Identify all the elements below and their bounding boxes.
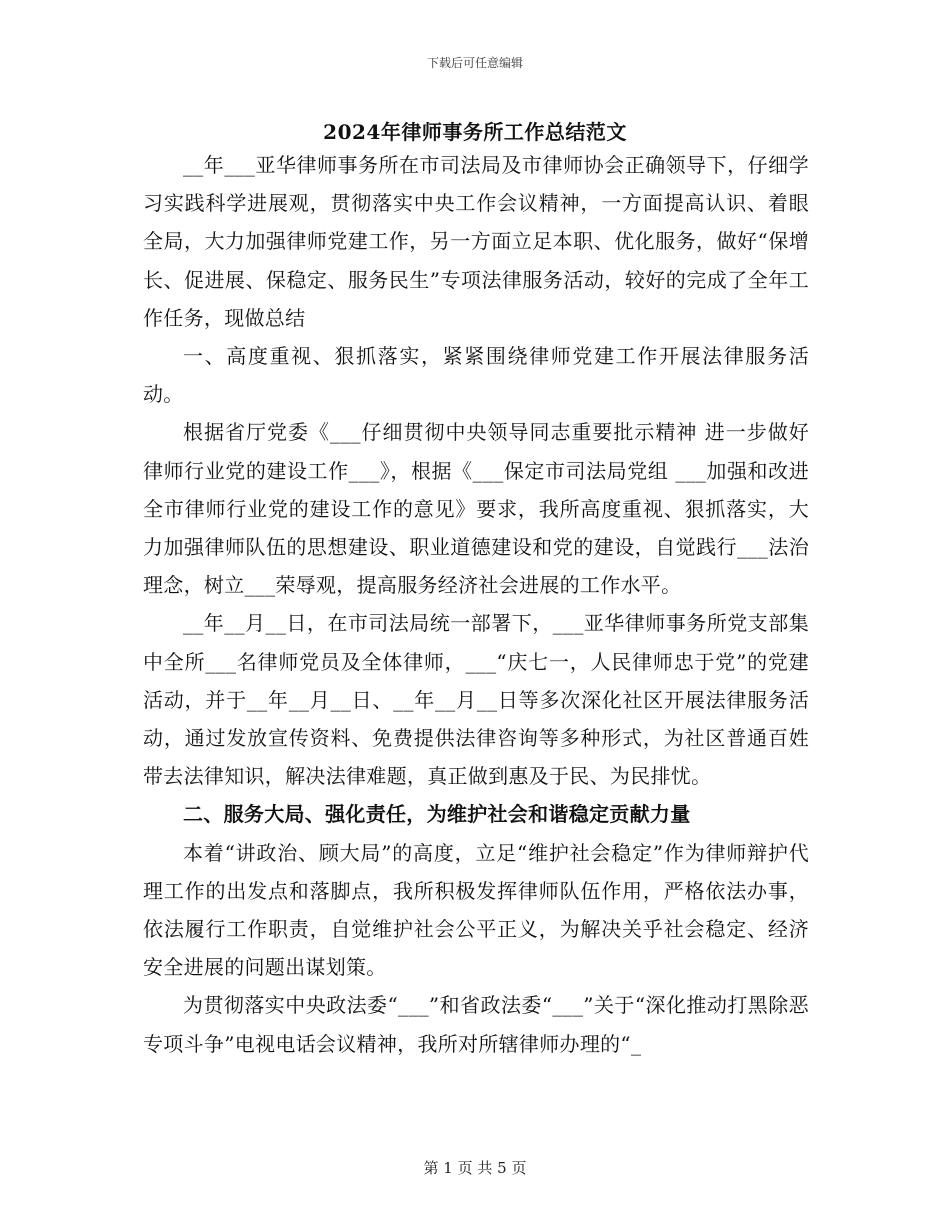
paragraph-stability: 本着“讲政治、顾大局”的高度，立足“维护社会稳定”作为律师辩护代理工作的出发点和落脚点，我所积极发挥律师队伍作用，严格依法办事，依法履行工作职责，自觉维护社会公平正义，为解决关乎社会稳定、经济安全进展的问题出谋划策。 [143, 840, 809, 980]
document-body [143, 146, 809, 1063]
paragraph-intro: __年___亚华律师事务所在市司法局及市律师协会正确领导下，仔细学习实践科学进展观，贯彻落实中央工作会议精神，一方面提高认识、着眼全局，大力加强律师党建工作，另一方面立足本职、优化服务，做好“保增长、促进展、保稳定、服务民生”专项法律服务活动，较好的完成了全年工作任务，现做总结 [143, 153, 809, 330]
paragraph-party-building: 根据省厅党委《___仔细贯彻中央领导同志重要批示精神 进一步做好律师行业党的建设工作___》，根据《___保定市司法局党组 ___加强和改进全市律师行业党的建设工作的意见》要求，我所高度重视、狠抓落实，大力加强律师队伍的思想建设、职业道德建设和党的建设，自觉践行___法治理念，树立___荣辱观，提高服务经济社会进展的工作水平。 [143, 420, 809, 598]
paragraph-campaign: 为贯彻落实中央政法委“___”和省政法委“___”关于“深化推动打黑除恶专项斗争”电视电话会议精神，我所对所辖律师办理的“_ [143, 993, 809, 1056]
section-heading-2: 二、服务大局、强化责任，为维护社会和谐稳定贡献力量 [183, 802, 691, 827]
document-title: 2024年律师事务所工作总结范文 [323, 120, 627, 144]
header-note: 下载后可任意编辑 [426, 56, 523, 70]
page-footer: 第 1 页 共 5 页 [423, 1159, 527, 1177]
section-heading-1: 一、高度重视、狠抓落实，紧紧围绕律师党建工作开展法律服务活动。 [143, 344, 809, 407]
paragraph-activity: __年__月__日，在市司法局统一部署下，___亚华律师事务所党支部集中全所___名律师党员及全体律师，___“庆七一，人民律师忠于党”的党建活动，并于__年__月__日、__年__月__日等多次深化社区开展法律服务活动，通过发放宣传资料、免费提供法律咨询等多种形式，为社区普通百姓带去法律知识，解决法律难题，真正做到惠及于民、为民排忧。 [143, 611, 809, 789]
